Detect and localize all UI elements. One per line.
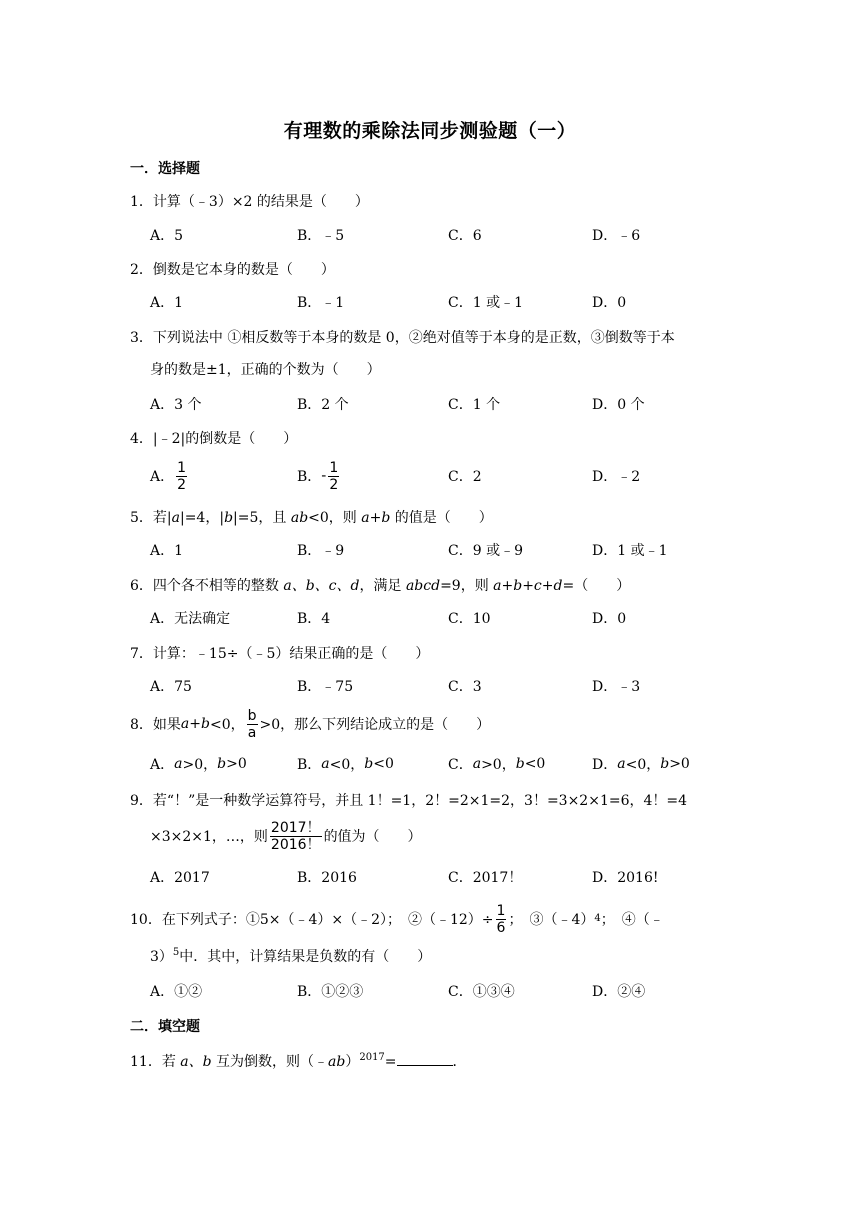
fraction-one-sixth: [496, 903, 507, 936]
minus-sign: -: [321, 468, 327, 484]
option-d[interactable]: D．0 个: [592, 397, 645, 413]
option-d[interactable]: D．0: [592, 295, 627, 311]
fraction-denominator: 2: [329, 476, 339, 493]
section-multiple-choice: 一．选择题: [130, 161, 200, 177]
option-a[interactable]: A．1: [150, 295, 184, 311]
option-c[interactable]: C．2: [448, 469, 482, 485]
fraction-denominator: 2016！: [270, 836, 321, 853]
option-c[interactable]: C．①③④: [448, 984, 515, 1000]
question-3: 3．下列说法中 ①相反数等于本身的数是 0，②绝对值等于本身的是正数，③倒数等于本: [130, 330, 675, 346]
option-d[interactable]: D．﹣3: [592, 679, 641, 695]
option-c[interactable]: C．6: [448, 228, 482, 244]
option-d[interactable]: D．﹣6: [592, 228, 641, 244]
fraction-numerator: 1: [329, 459, 339, 476]
question-2-options: [150, 287, 770, 317]
option-d[interactable]: D．2016!: [592, 870, 659, 886]
option-a[interactable]: A．2017: [150, 870, 210, 886]
page-title: 有理数的乘除法同步测验题（一）: [283, 120, 577, 142]
option-a[interactable]: A．1: [150, 543, 184, 559]
option-a[interactable]: [150, 456, 189, 496]
fraction-one-half: [176, 460, 187, 493]
option-b[interactable]: B．﹣5: [297, 228, 345, 244]
question-7: 7．计算：﹣15÷（﹣5）结果正确的是（ ）: [130, 646, 430, 662]
question-4: 4．|﹣2|的倒数是（ ）: [130, 431, 298, 447]
option-d[interactable]: D．②④: [592, 984, 646, 1000]
option-a[interactable]: A．5: [150, 228, 184, 244]
question-4-options: [150, 456, 770, 496]
option-a[interactable]: A．无法确定: [150, 611, 231, 627]
question-5: 5．若|a|=4，|b|=5，且 ab<0，则 a+b 的值是（ ）: [130, 510, 493, 526]
option-b[interactable]: B．①②③: [297, 984, 364, 1000]
fraction-one-half: [328, 460, 339, 493]
fraction-denominator: 6: [496, 919, 506, 936]
option-a[interactable]: A． a >0， b >0: [150, 756, 247, 773]
fraction-2017-over-2016: [270, 820, 322, 853]
question-10-line-2: 3）$^5$中．其中，计算结果是负数的有（ ）: [150, 947, 432, 965]
option-d[interactable]: D．0: [592, 611, 627, 627]
option-c[interactable]: C．10: [448, 611, 491, 627]
option-b[interactable]: B． a <0， b <0: [297, 756, 394, 773]
question-1: 1．计算（﹣3）×2 的结果是（ ）: [130, 194, 369, 210]
option-a-label: A．: [150, 469, 175, 485]
fraction-numerator: b: [247, 707, 257, 724]
option-a[interactable]: A．75: [150, 679, 192, 695]
question-7-options: [150, 671, 770, 701]
option-c[interactable]: C．2017！: [448, 870, 523, 886]
question-3-line-2: 身的数是±1，正确的个数为（ ）: [150, 362, 381, 378]
question-1-options: [150, 220, 770, 250]
fraction-numerator: 2017！: [270, 819, 321, 836]
option-c[interactable]: C．1 个: [448, 397, 501, 413]
fraction-denominator: 2: [177, 476, 187, 493]
option-b[interactable]: B．2 个: [297, 397, 349, 413]
option-b-label: B．: [297, 469, 322, 485]
question-3-options: [150, 389, 770, 419]
question-9-line-2: ×3×2×1，…，则 $\frac{2017!}{2016!}$ 的值为（ ）: [150, 819, 422, 853]
fraction-b-over-a: [247, 708, 258, 741]
question-9-options: [150, 862, 770, 892]
option-b[interactable]: [297, 456, 341, 496]
option-d[interactable]: D．﹣2: [592, 469, 641, 485]
option-b[interactable]: B．﹣9: [297, 543, 345, 559]
fraction-numerator: 1: [496, 902, 506, 919]
option-b[interactable]: B．﹣75: [297, 679, 354, 695]
question-6: 6．四个各不相等的整数 a、b、c、d，满足 abcd=9，则 a+b+c+d=（ ）: [130, 578, 631, 594]
question-8: 8．如果 a+b <0， $\frac{b}{a}$ >0，那么下列结论成立的是（ ）: [130, 707, 491, 741]
question-9: 9．若“！”是一种数学运算符号，并且 1！=1，2！=2×1=2，3！=3×2×1=6，4！=4: [130, 793, 688, 809]
option-b[interactable]: B．2016: [297, 870, 357, 886]
question-8-options: [150, 749, 770, 779]
option-c[interactable]: C． a >0， b <0: [448, 756, 546, 773]
option-d[interactable]: D．1 或﹣1: [592, 543, 668, 559]
fraction-numerator: 1: [177, 459, 187, 476]
option-a[interactable]: A．①②: [150, 984, 203, 1000]
option-b[interactable]: B．4: [297, 611, 331, 627]
question-5-options: [150, 535, 770, 565]
option-d[interactable]: D． a <0， b >0: [592, 756, 690, 773]
question-10: 10．在下列式子：①5×（﹣4）×（﹣2）； ②（﹣12）÷ $\frac{1}{6}$ ； ③（﹣4） 4 ； ④（﹣: [130, 902, 664, 936]
fraction-denominator: a: [247, 724, 257, 741]
section-fill-in-blank: 二．填空题: [130, 1019, 200, 1035]
option-c[interactable]: C．3: [448, 679, 482, 695]
option-a[interactable]: A．3 个: [150, 397, 202, 413]
question-2: 2．倒数是它本身的数是（ ）: [130, 262, 335, 278]
question-11: 11．若 a、b 互为倒数，则（﹣ab）$^{2017}$= ．: [130, 1052, 467, 1070]
option-c[interactable]: C．1 或﹣1: [448, 295, 523, 311]
option-b[interactable]: B．﹣1: [297, 295, 345, 311]
question-6-options: [150, 603, 770, 633]
option-c[interactable]: C．9 或﹣9: [448, 543, 523, 559]
question-10-options: [150, 976, 770, 1006]
answer-blank[interactable]: [397, 1053, 453, 1066]
